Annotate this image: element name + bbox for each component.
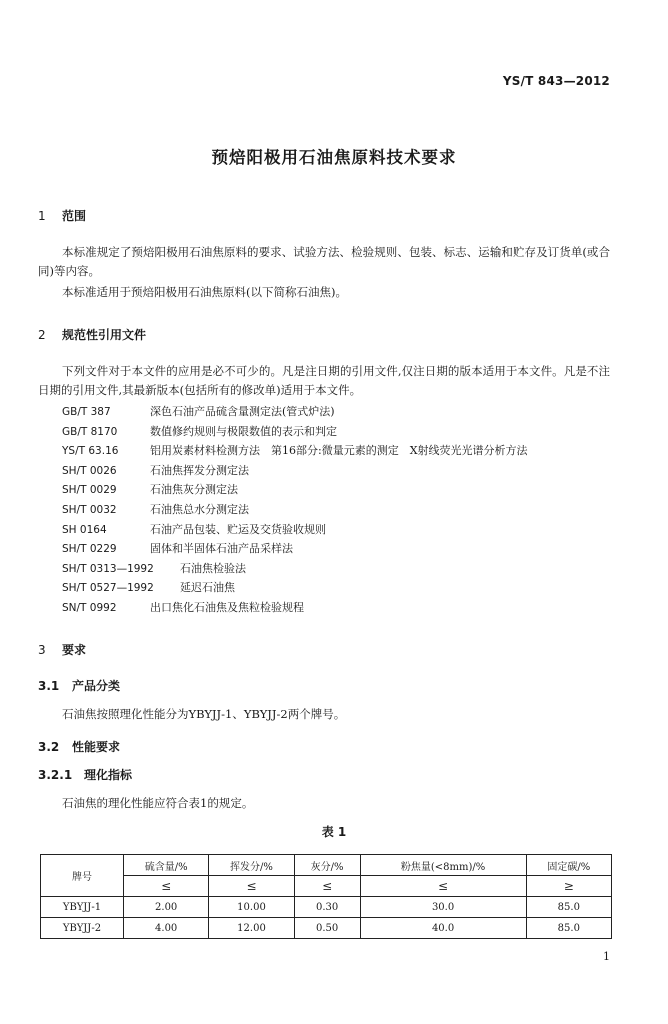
- reference-title: 石油焦灰分测定法: [150, 483, 238, 497]
- section-3-1-text: 石油焦按照理化性能分为YBYJJ-1、YBYJJ-2两个牌号。: [62, 707, 346, 721]
- reference-title: 深色石油产品硫含量测定法(管式炉法): [150, 405, 335, 418]
- value-cell: 40.0: [360, 918, 526, 939]
- section-3-heading: [38, 641, 86, 658]
- grade-cell: YBYJJ-1: [41, 897, 124, 918]
- section-1-paragraph-2: 本标准适用于预焙阳极用石油焦原料(以下简称石油焦)。: [62, 285, 347, 299]
- value-cell: 30.0: [360, 897, 526, 918]
- section-2-title: 规范性引用文件: [62, 328, 147, 342]
- standard-code: YS/T 843—2012: [502, 74, 610, 88]
- section-3-1-heading: [38, 677, 120, 694]
- reference-title: 出口焦化石油焦及焦粒检验规程: [150, 600, 304, 614]
- section-3-2-1-number: 3.2.1: [38, 768, 73, 782]
- limit-comparator: ≤: [294, 876, 360, 897]
- section-2-intro: 下列文件对于本文件的应用是必不可少的。凡是注日期的引用文件,仅注日期的版本适用于本文件。凡是不注日期的引用文件,其最新版本(包括所有的修改单)适用于本文件。: [38, 364, 610, 397]
- value-cell: 0.50: [294, 918, 360, 939]
- reference-item: [62, 500, 612, 520]
- value-cell: 12.00: [209, 918, 294, 939]
- value-cell: 85.0: [526, 918, 611, 939]
- value-cell: 4.00: [124, 918, 209, 939]
- reference-title: 延迟石油焦: [180, 581, 235, 595]
- reference-item: [62, 402, 612, 422]
- reference-title: 石油焦总水分测定法: [150, 502, 249, 516]
- limit-comparator: ≤: [209, 876, 294, 897]
- section-3-2-1-heading: [38, 766, 132, 783]
- reference-code: SH/T 0229: [62, 543, 117, 556]
- limit-comparator: ≤: [360, 876, 526, 897]
- reference-code: SH/T 0026: [62, 464, 117, 477]
- reference-title: 石油产品包装、贮运及交货验收规则: [150, 522, 326, 536]
- grade-column-header: 牌号: [41, 855, 124, 897]
- table-row: [41, 897, 612, 918]
- reference-code: YS/T 63.16: [62, 445, 119, 458]
- reference-code: SH/T 0032: [62, 503, 117, 516]
- page-number: 1: [603, 950, 610, 963]
- reference-title: 石油焦检验法: [180, 561, 246, 575]
- reference-item: [62, 480, 612, 500]
- limit-comparator: ≤: [124, 876, 209, 897]
- section-2-heading: [38, 326, 146, 343]
- table-caption: 表 1: [321, 825, 347, 839]
- reference-item: [62, 441, 612, 461]
- reference-title: 石油焦挥发分测定法: [150, 463, 249, 477]
- section-3-2-1-title: 理化指标: [84, 768, 133, 782]
- properties-table: [40, 854, 612, 939]
- reference-item: [62, 461, 612, 481]
- value-cell: 0.30: [294, 897, 360, 918]
- section-3-2-title: 性能要求: [72, 740, 121, 754]
- section-2-number: 2: [38, 328, 46, 342]
- column-header: 硫含量/%: [124, 855, 209, 876]
- reference-code: SH/T 0029: [62, 484, 117, 497]
- reference-code: GB/T 8170: [62, 425, 118, 438]
- reference-list: [62, 402, 612, 618]
- reference-title: 固体和半固体石油产品采样法: [150, 542, 293, 556]
- reference-code: SH 0164: [62, 523, 107, 536]
- column-header: 灰分/%: [294, 855, 360, 876]
- reference-item: [62, 422, 612, 442]
- reference-item: [62, 559, 612, 579]
- section-1-paragraph-1: 本标准规定了预焙阳极用石油焦原料的要求、试验方法、检验规则、包装、标志、运输和贮存及订货单(或合同)等内容。: [38, 245, 610, 278]
- reference-code: SH/T 0313—1992: [62, 562, 154, 575]
- column-header: 固定碳/%: [526, 855, 611, 876]
- section-3-2-number: 3.2: [38, 740, 60, 754]
- section-1-title: 范围: [62, 209, 87, 223]
- section-1-number: 1: [38, 209, 46, 223]
- reference-code: GB/T 387: [62, 406, 111, 418]
- grade-cell: YBYJJ-2: [41, 918, 124, 939]
- limit-comparator: ≥: [526, 876, 611, 897]
- value-cell: 85.0: [526, 897, 611, 918]
- value-cell: 10.00: [209, 897, 294, 918]
- reference-code: SH/T 0527—1992: [62, 582, 154, 595]
- reference-item: [62, 520, 612, 540]
- reference-item: [62, 578, 612, 598]
- section-1-heading: [38, 207, 86, 224]
- section-3-1-title: 产品分类: [72, 679, 121, 693]
- column-header: 挥发分/%: [209, 855, 294, 876]
- document-title: 预焙阳极用石油焦原料技术要求: [211, 148, 457, 167]
- section-3-title: 要求: [62, 643, 87, 657]
- reference-item: [62, 539, 612, 559]
- section-3-2-1-text: 石油焦的理化性能应符合表1的规定。: [62, 796, 254, 810]
- section-3-1-number: 3.1: [38, 679, 60, 693]
- reference-title: 数值修约规则与极限数值的表示和判定: [150, 424, 337, 438]
- section-3-2-heading: [38, 738, 120, 755]
- column-header: 粉焦量(<8mm)/%: [360, 855, 526, 876]
- section-3-number: 3: [38, 643, 46, 657]
- value-cell: 2.00: [124, 897, 209, 918]
- reference-title: 铝用炭素材料检测方法 第16部分:微量元素的测定 X射线荧光光谱分析方法: [150, 444, 528, 458]
- table-row: [41, 918, 612, 939]
- reference-code: SN/T 0992: [62, 601, 117, 614]
- reference-item: [62, 598, 612, 618]
